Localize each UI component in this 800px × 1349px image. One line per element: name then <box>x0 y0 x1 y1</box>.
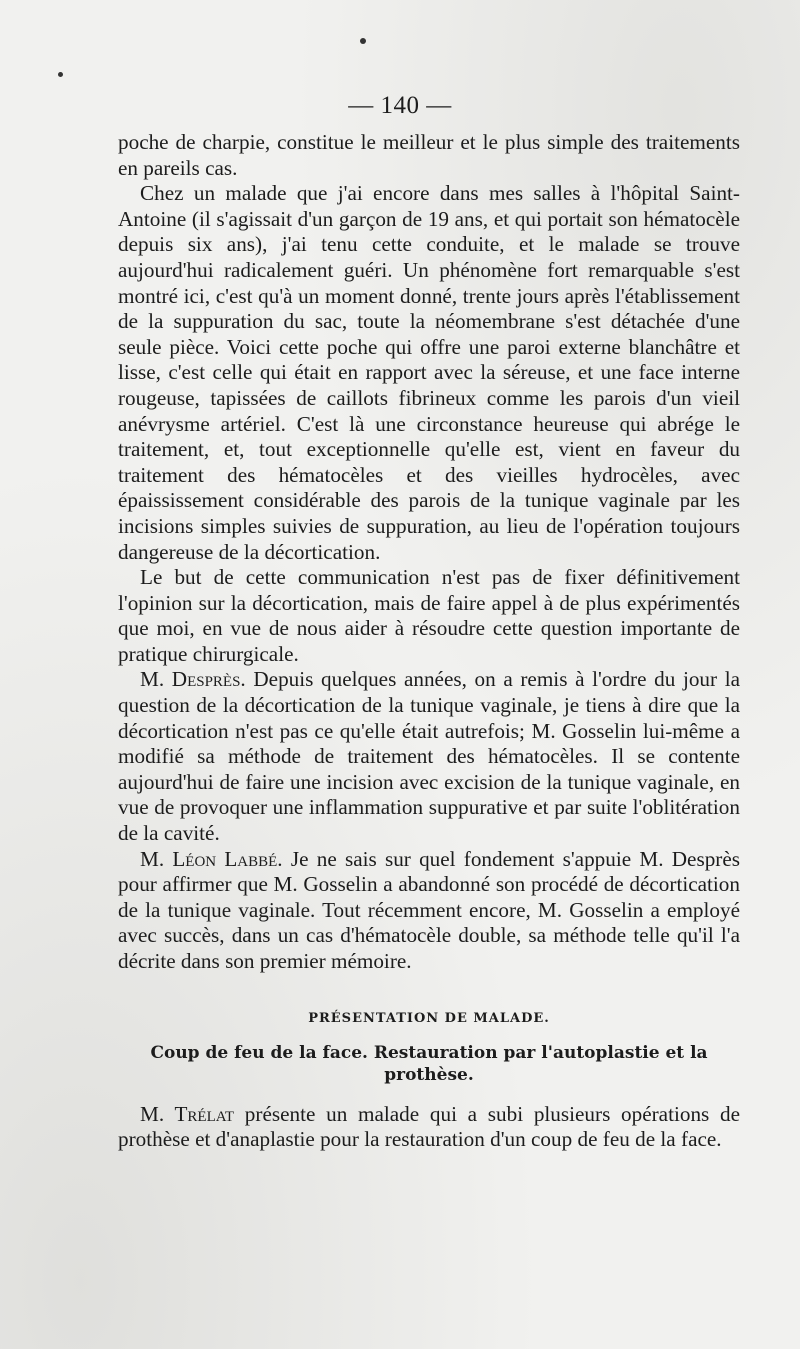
paragraph-5 <box>118 847 740 975</box>
paragraph-4 <box>118 667 740 846</box>
speaker-name: M. Trélat <box>140 1101 235 1126</box>
paragraph-text: présente un malade qui a subi plusieurs opérations de prothèse et d'anaplastie pour la restauration d'un coup de feu de la face. <box>118 1101 741 1152</box>
paragraph-3: Le but de cette communication n'est pas de fixer définitivement l'opinion sur la décortication, mais de faire appel à de plus expérimentés que moi, en vue de nous aider à résoudre cette question importante de pratique chirurgicale. <box>118 565 740 666</box>
section-heading: PRÉSENTATION DE MALADE. <box>308 1010 550 1026</box>
paragraph-1: poche de charpie, constitue le meilleur et le plus simple des traitements en pareils cas. <box>118 130 740 180</box>
ink-speck <box>360 38 366 44</box>
paragraph-text: Je ne sais sur quel fondement s'appuie M. Desprès pour affirmer que M. Gosselin a abandonné son procédé de décortication de la tunique vaginale. Tout récemment encore, M. Gosselin a employé avec succès, dans un cas d'hématocèle double, sa méthode telle qu'il l'a décrite dans son premier mémoire. <box>118 846 740 973</box>
ink-speck <box>58 72 63 77</box>
page-number: — 140 — <box>348 92 452 119</box>
speaker-name: M. Desprès. <box>140 667 246 692</box>
paragraph-6 <box>118 1102 740 1153</box>
page-body <box>118 130 740 1153</box>
paragraph-text: Depuis quelques années, on a remis à l'ordre du jour la question de la décortication de la tunique vaginale, je tiens à dire que la décortication n'est pas ce qu'elle était autrefois; M. Gosselin lui-même a modifié sa méthode de traitement des hématocèles. Il se contente aujourd'hui de faire une incision avec excision de la tunique vaginale, en vue de provoquer une inflammation suppurative et par suite l'oblitération de la cavité. <box>118 667 740 846</box>
speaker-name: M. Léon Labbé. <box>140 846 283 871</box>
article-title: Coup de feu de la face. Restauration par l'autoplastie et la prothèse. <box>150 1042 708 1085</box>
paragraph-2: Chez un malade que j'ai encore dans mes salles à l'hôpital Saint-Antoine (il s'agissait d'un garçon de 19 ans, et qui portait son hématocèle depuis six ans), j'ai tenu cette conduite, et le malade se trouve aujourd'hui radicalement guéri. Un phénomène fort remarquable s'est montré ici, c'est qu'à un moment donné, trente jours après l'établissement de la suppuration du sac, toute la néomembrane s'est détachée d'une seule pièce. Voici cette poche qui offre une paroi externe blanchâtre et lisse, c'est celle qui était en rapport avec la séreuse, et une face interne rougeuse, tapissées de caillots fibrineux comme les parois d'un vieil anévrysme artériel. C'est là une circonstance heureuse qui abrége le traitement, et, tout exceptionnelle qu'elle est, vient en faveur du traitement des hématocèles et des vieilles hydrocèles, avec épaississement considérable des parois de la tunique vaginale par les incisions simples suivies de suppuration, au lieu de l'opération toujours dangereuse de la décortication. <box>118 181 740 564</box>
